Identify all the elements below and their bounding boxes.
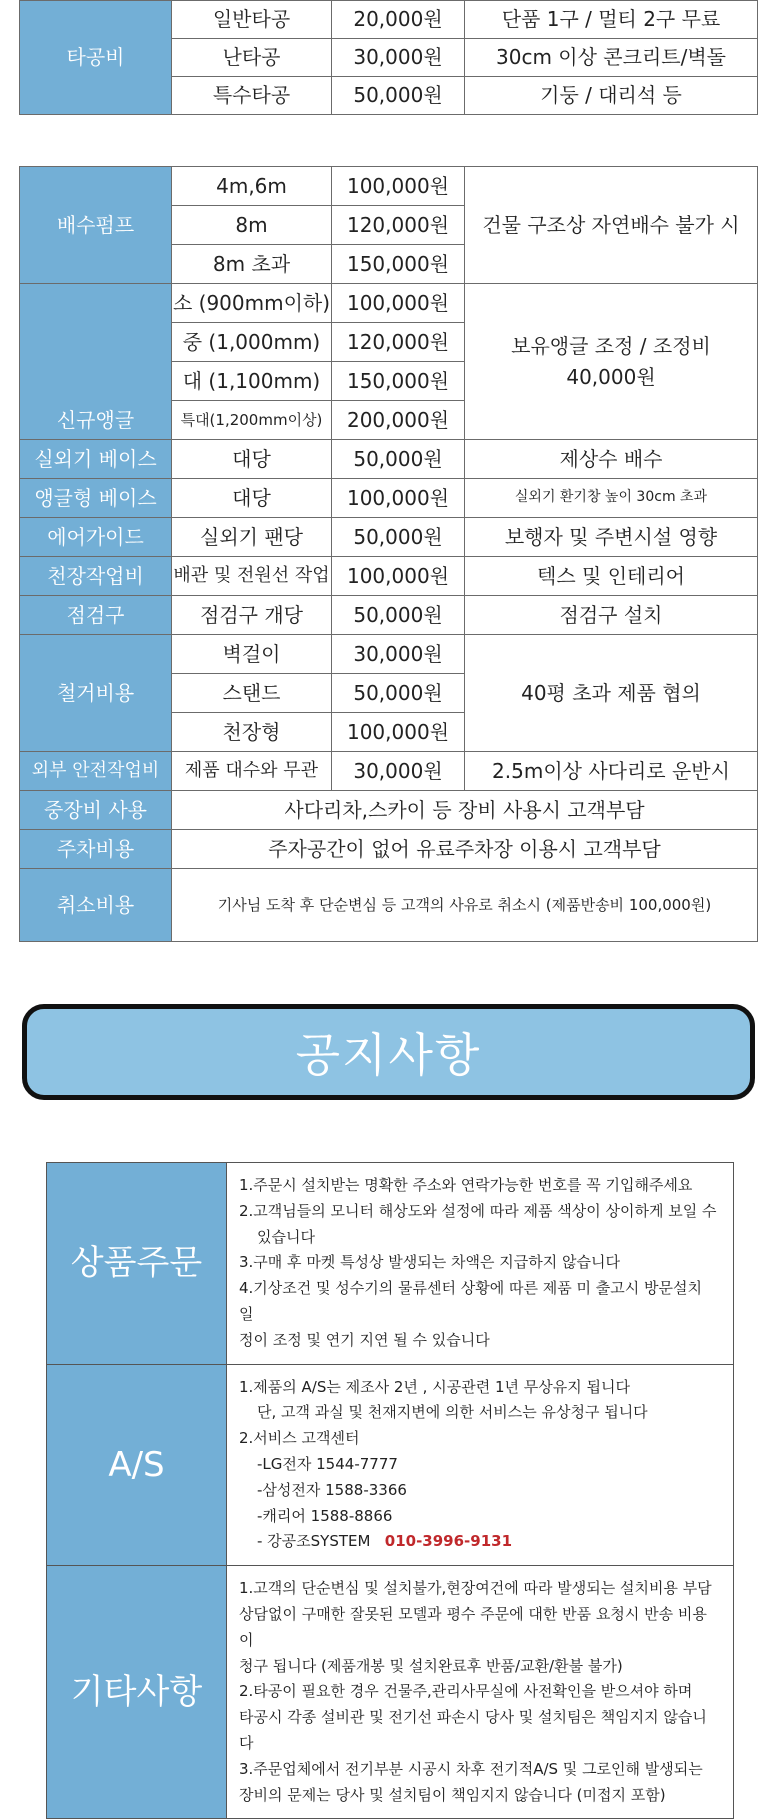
text-line: 청구 됩니다 (제품개봉 및 설치완료후 반품/교환/환불 불가) xyxy=(239,1656,623,1675)
section-heading: 기타사항 xyxy=(47,1566,227,1819)
company-name: - 강공조SYSTEM xyxy=(257,1532,371,1551)
text-line: 1.고객의 단순변심 및 설치불가,현장여건에 따라 발생되는 설치비용 부담 xyxy=(239,1579,712,1598)
note-cell: 텍스 및 인테리어 xyxy=(465,557,758,596)
item-cell: 실외기 팬당 xyxy=(172,518,332,557)
table-row xyxy=(20,635,758,674)
note-cell: 주자공간이 없어 유료주차장 이용시 고객부담 xyxy=(172,830,758,869)
price-cell: 150,000원 xyxy=(332,362,465,401)
price-cell: 150,000원 xyxy=(332,245,465,284)
note-cell: 단품 1구 / 멀티 2구 무료 xyxy=(465,1,758,39)
item-cell: 제품 대수와 무관 xyxy=(172,752,332,791)
price-cell: 100,000원 xyxy=(332,713,465,752)
text-line: 타공시 각종 설비관 및 전기선 파손시 당사 및 설치팀은 책임지지 않습니다 xyxy=(239,1708,707,1752)
price-cell: 100,000원 xyxy=(332,479,465,518)
section-body xyxy=(227,1566,734,1819)
price-cell: 120,000원 xyxy=(332,323,465,362)
category-cell: 외부 안전작업비 xyxy=(20,752,172,791)
note-line: 보유앵글 조정 / 조정비 xyxy=(511,333,711,358)
item-cell: 8m 초과 xyxy=(172,245,332,284)
category-cell: 앵글형 베이스 xyxy=(20,479,172,518)
price-cell: 30,000원 xyxy=(332,752,465,791)
table-row xyxy=(20,596,758,635)
text-line: 단, 고객 과실 및 천재지변에 의한 서비스는 유상청구 됩니다 xyxy=(257,1403,648,1422)
price-cell: 30,000원 xyxy=(332,39,465,77)
category-cell: 중장비 사용 xyxy=(20,791,172,830)
price-cell: 100,000원 xyxy=(332,167,465,206)
text-line: 1.제품의 A/S는 제조사 2년 , 시공관련 1년 무상유지 됩니다 xyxy=(239,1377,630,1396)
item-cell: 난타공 xyxy=(172,39,332,77)
price-cell: 50,000원 xyxy=(332,674,465,713)
category-cell: 타공비 xyxy=(20,1,172,115)
note-cell: 기둥 / 대리석 등 xyxy=(465,77,758,115)
text-line: -캐리어 1588-8866 xyxy=(257,1506,393,1525)
note-cell: 보행자 및 주변시설 영향 xyxy=(465,518,758,557)
price-cell: 50,000원 xyxy=(332,596,465,635)
text-line: 3.구매 후 마켓 특성상 발생되는 차액은 지급하지 않습니다 xyxy=(239,1253,620,1272)
text-line: 4.기상조건 및 성수기의 물류센터 상황에 따른 제품 미 출고시 방문설치 일 xyxy=(239,1279,702,1323)
item-cell: 천장형 xyxy=(172,713,332,752)
category-cell: 주차비용 xyxy=(20,830,172,869)
category-cell: 취소비용 xyxy=(20,869,172,942)
notice-table xyxy=(46,1162,734,1819)
note-cell: 기사님 도착 후 단순변심 등 고객의 사유로 취소시 (제품반송비 100,000원) xyxy=(172,869,758,942)
category-cell: 철거비용 xyxy=(20,635,172,752)
text-line: 2.서비스 고객센터 xyxy=(239,1429,360,1448)
note-cell: 2.5m이상 사다리로 운반시 xyxy=(465,752,758,791)
price-cell: 200,000원 xyxy=(332,401,465,440)
note-cell: 사다리차,스카이 등 장비 사용시 고객부담 xyxy=(172,791,758,830)
item-cell: 점검구 개당 xyxy=(172,596,332,635)
note-cell: 점검구 설치 xyxy=(465,596,758,635)
phone-number: 010-3996-9131 xyxy=(384,1532,513,1551)
section-heading: A/S xyxy=(47,1364,227,1566)
drilling-fee-table xyxy=(19,0,758,115)
note-line: 40,000원 xyxy=(566,364,656,389)
price-cell: 50,000원 xyxy=(332,440,465,479)
section-heading: 상품주문 xyxy=(47,1163,227,1365)
item-cell: 일반타공 xyxy=(172,1,332,39)
item-cell: 대당 xyxy=(172,479,332,518)
item-cell: 특수타공 xyxy=(172,77,332,115)
table-row xyxy=(20,830,758,869)
note-cell: 30cm 이상 콘크리트/벽돌 xyxy=(465,39,758,77)
text-line: 정이 조정 및 연기 지연 될 수 있습니다 xyxy=(239,1330,490,1349)
table-row xyxy=(20,1,758,39)
table-row xyxy=(47,1364,734,1566)
category-cell: 배수펌프 xyxy=(20,167,172,284)
price-cell: 30,000원 xyxy=(332,635,465,674)
text-line: -삼성전자 1588-3366 xyxy=(257,1480,407,1499)
table-row xyxy=(20,284,758,323)
section-body xyxy=(227,1364,734,1566)
table-row xyxy=(20,752,758,791)
category-cell: 신규앵글 xyxy=(20,284,172,440)
item-cell: 소 (900mm이하) xyxy=(172,284,332,323)
item-cell: 중 (1,000mm) xyxy=(172,323,332,362)
note-cell: 실외기 환기창 높이 30cm 초과 xyxy=(465,479,758,518)
price-cell: 100,000원 xyxy=(332,284,465,323)
table-row xyxy=(20,557,758,596)
extra-cost-table xyxy=(19,166,758,942)
text-line: 1.주문시 설치받는 명확한 주소와 연락가능한 번호를 꼭 기입해주세요 xyxy=(239,1176,693,1194)
item-cell: 배관 및 전원선 작업 xyxy=(172,557,332,596)
text-line: 장비의 문제는 당사 및 설치팀이 책임지지 않습니다 (미접지 포함) xyxy=(239,1785,666,1804)
notice-title-bar xyxy=(22,1004,755,1100)
table-row xyxy=(20,869,758,942)
text-line: 있습니다 xyxy=(257,1227,315,1246)
item-cell: 4m,6m xyxy=(172,167,332,206)
item-cell: 특대(1,200mm이상) xyxy=(172,401,332,440)
item-cell: 벽걸이 xyxy=(172,635,332,674)
price-cell: 100,000원 xyxy=(332,557,465,596)
section-body xyxy=(227,1163,734,1365)
notice-title: 공지사항 xyxy=(295,1028,482,1082)
text-line: 3.주문업체에서 전기부분 시공시 차후 전기적A/S 및 그로인해 발생되는 xyxy=(239,1759,703,1778)
note-cell xyxy=(465,284,758,440)
category-cell: 점검구 xyxy=(20,596,172,635)
table-row xyxy=(20,479,758,518)
category-cell: 에어가이드 xyxy=(20,518,172,557)
price-cell: 50,000원 xyxy=(332,518,465,557)
item-cell: 스탠드 xyxy=(172,674,332,713)
table-row xyxy=(20,440,758,479)
table-row xyxy=(47,1566,734,1819)
text-line: 상담없이 구매한 잘못된 모델과 평수 주문에 대한 반품 요청시 반송 비용이 xyxy=(239,1604,707,1649)
table-row xyxy=(47,1163,734,1365)
note-cell: 건물 구조상 자연배수 불가 시 xyxy=(465,167,758,284)
text-line: 2.고객님들의 모니터 해상도와 설정에 따라 제품 색상이 상이하게 보일 수 xyxy=(239,1201,717,1220)
item-cell: 8m xyxy=(172,206,332,245)
price-cell: 20,000원 xyxy=(332,1,465,39)
price-cell: 120,000원 xyxy=(332,206,465,245)
price-cell: 50,000원 xyxy=(332,77,465,115)
table-row xyxy=(20,518,758,557)
table-row xyxy=(20,167,758,206)
item-cell: 대 (1,100mm) xyxy=(172,362,332,401)
category-cell: 천장작업비 xyxy=(20,557,172,596)
table-row xyxy=(20,791,758,830)
text-line xyxy=(239,1529,721,1555)
text-line: -LG전자 1544-7777 xyxy=(257,1454,398,1473)
note-cell: 40평 초과 제품 협의 xyxy=(465,635,758,752)
text-line: 2.타공이 필요한 경우 건물주,관리사무실에 사전확인을 받으셔야 하며 xyxy=(239,1682,693,1701)
item-cell: 대당 xyxy=(172,440,332,479)
note-cell: 제상수 배수 xyxy=(465,440,758,479)
category-cell: 실외기 베이스 xyxy=(20,440,172,479)
